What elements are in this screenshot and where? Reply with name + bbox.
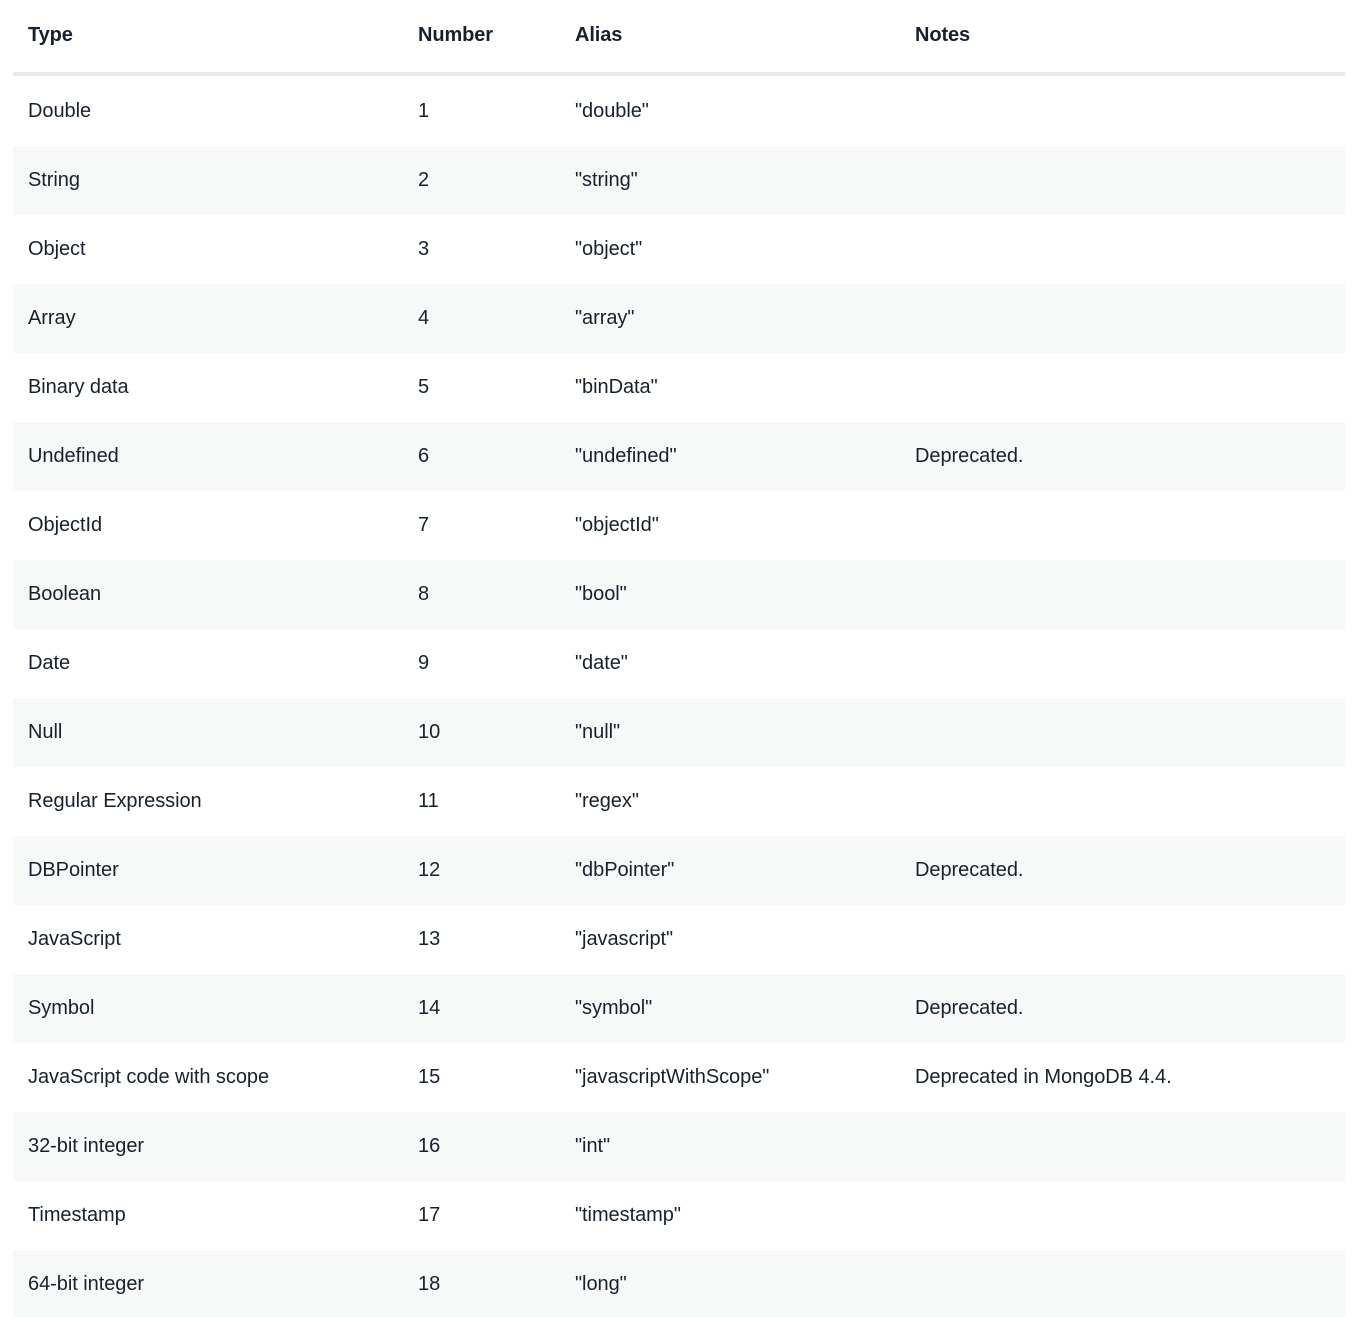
table-row [0, 422, 1358, 491]
cell-number: 1 [418, 100, 430, 122]
table-row [0, 836, 1358, 905]
cell-type: String [0, 146, 409, 215]
table-row [0, 974, 1358, 1043]
cell-number: 4 [409, 284, 567, 353]
table-row [0, 1250, 1358, 1317]
cell-number: 11 [418, 790, 439, 812]
cell-type: Timestamp [28, 1204, 126, 1226]
cell-type: Undefined [0, 422, 409, 491]
cell-alias: "array" [567, 284, 907, 353]
table-row [0, 905, 1358, 974]
cell-alias: "timestamp" [575, 1204, 681, 1226]
cell-type: JavaScript code with scope [28, 1066, 270, 1088]
cell-notes [907, 77, 1358, 146]
cell-type: 32-bit integer [0, 1112, 409, 1181]
cell-notes [907, 284, 1358, 353]
cell-type: Boolean [0, 560, 409, 629]
cell-alias: "symbol" [567, 974, 907, 1043]
table-body [0, 77, 1358, 1317]
cell-alias: "regex" [575, 790, 639, 812]
cell-notes [907, 698, 1358, 767]
table-row [0, 353, 1358, 422]
cell-notes: Deprecated. [907, 836, 1358, 905]
cell-notes: Deprecated. [907, 974, 1358, 1043]
cell-notes: Deprecated. [907, 422, 1358, 491]
column-header-number: Number [409, 0, 567, 71]
cell-alias: "bool" [567, 560, 907, 629]
table-row [0, 146, 1358, 215]
cell-alias: "int" [567, 1112, 907, 1181]
cell-notes [907, 353, 1358, 422]
cell-notes [907, 146, 1358, 215]
table-row [0, 77, 1358, 146]
cell-alias: "binData" [575, 376, 658, 398]
cell-alias: "javascript" [575, 928, 674, 950]
cell-notes [907, 215, 1358, 284]
table-row [0, 284, 1358, 353]
column-header-alias: Alias [567, 0, 907, 71]
cell-type: Object [28, 238, 86, 260]
cell-type: Regular Expression [28, 790, 202, 812]
cell-type: DBPointer [0, 836, 409, 905]
cell-type: Null [0, 698, 409, 767]
table-row [0, 560, 1358, 629]
cell-notes [907, 1181, 1358, 1250]
cell-number: 8 [409, 560, 567, 629]
cell-type: Date [28, 652, 71, 674]
cell-notes [907, 1112, 1358, 1181]
cell-number: 5 [418, 376, 430, 398]
cell-number: 18 [409, 1250, 567, 1317]
cell-alias: "date" [575, 652, 628, 674]
cell-number: 12 [409, 836, 567, 905]
cell-number: 7 [418, 514, 430, 536]
cell-number: 3 [418, 238, 430, 260]
cell-alias: "object" [575, 238, 643, 260]
cell-number: 2 [409, 146, 567, 215]
cell-alias: "null" [567, 698, 907, 767]
table-row [0, 767, 1358, 836]
cell-alias: "double" [575, 100, 649, 122]
cell-alias: "undefined" [567, 422, 907, 491]
cell-notes [907, 1250, 1358, 1317]
table-row [0, 215, 1358, 284]
table-row [0, 629, 1358, 698]
cell-notes [907, 491, 1358, 560]
cell-type: Array [0, 284, 409, 353]
cell-alias: "dbPointer" [567, 836, 907, 905]
cell-number: 17 [418, 1204, 441, 1226]
table-row [0, 1112, 1358, 1181]
cell-number: 14 [409, 974, 567, 1043]
cell-type: Double [28, 100, 92, 122]
table-row [0, 1181, 1358, 1250]
cell-notes [907, 629, 1358, 698]
column-header-notes: Notes [907, 0, 1358, 71]
cell-number: 9 [418, 652, 430, 674]
cell-number: 15 [418, 1066, 441, 1088]
cell-number: 13 [418, 928, 441, 950]
cell-number: 6 [409, 422, 567, 491]
table-row [0, 698, 1358, 767]
cell-notes [907, 560, 1358, 629]
cell-type: JavaScript [28, 928, 121, 950]
table-row [0, 491, 1358, 560]
cell-type: 64-bit integer [0, 1250, 409, 1317]
cell-type: Symbol [0, 974, 409, 1043]
cell-alias: "string" [567, 146, 907, 215]
cell-type: Binary data [28, 376, 129, 398]
cell-alias: "long" [567, 1250, 907, 1317]
column-header-type: Type [0, 0, 409, 71]
cell-alias: "objectId" [575, 514, 659, 536]
header-divider [13, 72, 1345, 76]
cell-notes: Deprecated in MongoDB 4.4. [915, 1066, 1172, 1088]
cell-alias: "javascriptWithScope" [575, 1066, 770, 1088]
header-row [0, 0, 1358, 71]
table-header [0, 0, 1358, 77]
cell-notes [907, 905, 1358, 974]
cell-notes [907, 767, 1358, 836]
cell-number: 16 [409, 1112, 567, 1181]
table-row [0, 1043, 1358, 1112]
cell-type: ObjectId [28, 514, 103, 536]
cell-number: 10 [409, 698, 567, 767]
